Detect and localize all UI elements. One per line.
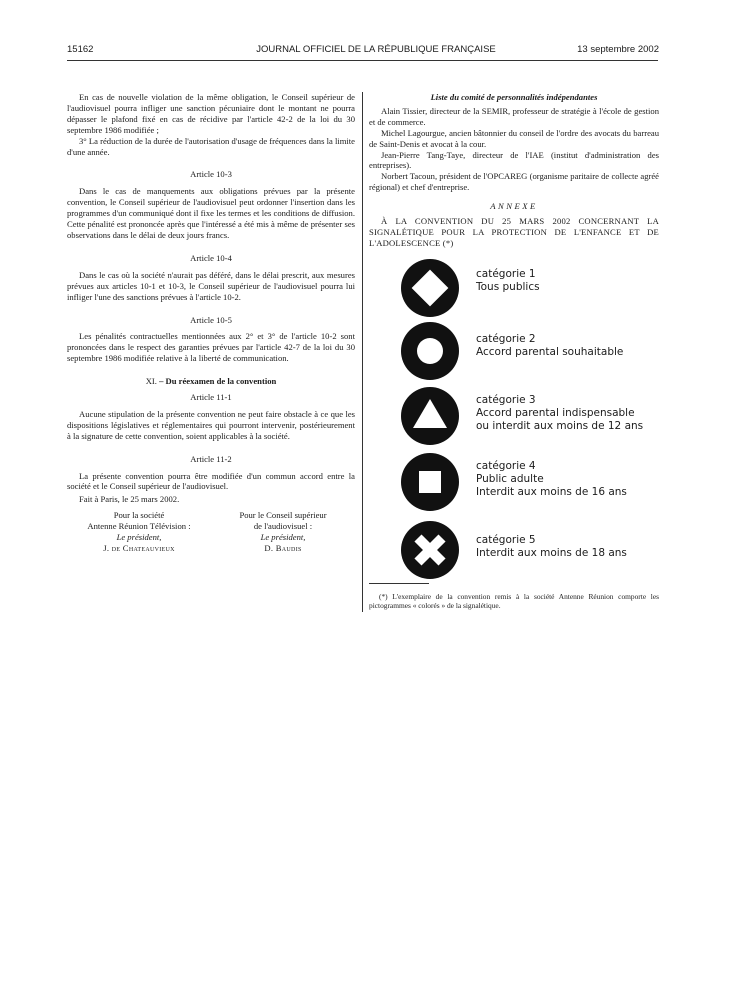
- committee-member: Norbert Tacoun, président de l'OPCAREG (organisme paritaire de collecte agréé régional) et chef d'entreprise.: [369, 171, 659, 193]
- signatory-line: de l'audiovisuel :: [253, 521, 313, 532]
- category-description: ou interdit aux moins de 12 ans: [476, 420, 644, 432]
- triangle-icon: [400, 386, 460, 446]
- footnote-rule: [369, 583, 429, 584]
- category-description: Accord parental souhaitable: [476, 346, 624, 358]
- category-label: [476, 268, 540, 294]
- committee-member: Jean-Pierre Tang-Taye, directeur de l'IAE (institut d'administration des entreprises).: [369, 149, 659, 171]
- paragraph: Les pénalités contractuelles mentionnées aux 2° et 3° de l'article 10-2 sont prononcées dans le respect des garanties prévues par l'article 42-7 de la loi du 30 septembre 1986 modifiée relative à la liberté de communication.: [67, 331, 355, 364]
- category-title: catégorie 1: [476, 268, 536, 280]
- section-title: – Du réexamen de la convention: [159, 376, 277, 387]
- category-title: catégorie 3: [476, 394, 536, 406]
- category-label: [476, 394, 643, 433]
- committee-list-title: Liste du comité de personnalités indépendantes: [430, 92, 598, 102]
- cross-icon: [400, 520, 460, 580]
- category-label: [476, 460, 627, 499]
- category-5: [400, 520, 660, 580]
- paragraph: 3° La réduction de la durée de l'autorisation d'usage de fréquences dans la limite d'une année.: [67, 135, 355, 157]
- category-label: [476, 534, 627, 560]
- category-description: Interdit aux moins de 18 ans: [476, 547, 627, 559]
- right-column: [369, 92, 659, 249]
- paragraph: Aucune stipulation de la présente convention ne peut faire obstacle à ce que les dispositions législatives et réglementaires qui pourront intervenir, postérieurement à la signature de cette convention, soient applicables à la société.: [67, 408, 355, 441]
- column-divider: [362, 92, 363, 612]
- page-date: 13 septembre 2002: [577, 44, 659, 55]
- paragraph: Dans le cas où la société n'aurait pas déféré, dans le délai prescrit, aux mesures prévues aux articles 10-1 et 10-3, le Conseil supérieur de l'audiovisuel pourra lui infliger l'une des sanctions prévues à l'article 10-2.: [67, 269, 355, 302]
- paragraph: En cas de nouvelle violation de la même obligation, le Conseil supérieur de l'audiovisuel pourra infliger une sanction pécuniaire dont le montant ne pourra dépasser le plafond fixé en cas de récidive par l'article 42-2 de la loi du 30 septembre 1986 modifiée ;: [67, 92, 355, 135]
- annexe-heading: ANNEXE: [490, 201, 538, 212]
- signature-right: [211, 510, 355, 554]
- section-heading: [67, 376, 355, 387]
- article-heading: Article 10-5: [190, 314, 232, 325]
- category-description: Accord parental indispensable: [476, 407, 635, 419]
- signatory-line: Pour la société: [113, 510, 165, 521]
- signatory-name: J. de Chateauvieux: [103, 543, 175, 553]
- signatory-line: Pour le Conseil supérieur: [239, 510, 327, 521]
- category-1: [400, 258, 660, 318]
- page-number: 15162: [67, 44, 94, 55]
- category-label: [476, 333, 623, 359]
- signatory-role: Le président,: [260, 532, 306, 543]
- category-2: [400, 321, 660, 381]
- article-heading: Article 10-4: [190, 252, 232, 263]
- paragraph: Dans le cas de manquements aux obligations prévues par la présente convention, le Conseil supérieur de l'audiovisuel peut ordonner l'insertion dans les programmes d'un communiqué dont il fixe les termes et les conditions de diffusion. Cette pénalité est prononcée après que l'intéressé a été mis à même de présenter ses observations dans le délai de deux jours francs.: [67, 186, 355, 240]
- article-heading: Article 10-3: [190, 169, 232, 180]
- category-description: Tous publics: [476, 281, 540, 293]
- signatory-line: Antenne Réunion Télévision :: [87, 521, 191, 532]
- article-heading: Article 11-1: [190, 392, 232, 403]
- diamond-icon: [400, 258, 460, 318]
- committee-member: Alain Tissier, directeur de la SEMIR, professeur de stratégie à l'école de gestion et de commerce.: [369, 105, 659, 127]
- signature-left: [67, 510, 211, 554]
- header-rule: [67, 60, 658, 61]
- committee-member: Michel Lagourgue, ancien bâtonnier du conseil de l'ordre des avocats du barreau de Saint-Denis et avocat à la cour.: [369, 127, 659, 149]
- category-description: Public adulte: [476, 473, 544, 485]
- category-title: catégorie 4: [476, 460, 536, 472]
- signature-block: [67, 510, 355, 554]
- left-column: [67, 92, 355, 554]
- article-heading: Article 11-2: [190, 453, 232, 464]
- category-3: [400, 386, 660, 446]
- section-number: XI.: [145, 376, 157, 387]
- signatory-name: D. Baudis: [264, 543, 302, 553]
- footnote: (*) L'exemplaire de la convention remis à la société Antenne Réunion comporte les pictogrammes « colorés » de la signalétique.: [369, 592, 659, 610]
- category-title: catégorie 2: [476, 333, 536, 345]
- category-4: [400, 452, 660, 512]
- ring-icon: [400, 321, 460, 381]
- signature-place-date: Fait à Paris, le 25 mars 2002.: [79, 494, 180, 505]
- category-title: catégorie 5: [476, 534, 536, 546]
- square-icon: [400, 452, 460, 512]
- category-description: Interdit aux moins de 16 ans: [476, 486, 627, 498]
- signatory-role: Le président,: [116, 532, 162, 543]
- paragraph: La présente convention pourra être modifiée d'un commun accord entre la société et le Conseil supérieur de l'audiovisuel.: [67, 470, 355, 492]
- annexe-title: À LA CONVENTION DU 25 MARS 2002 CONCERNANT LA SIGNALÉTIQUE POUR LA PROTECTION DE L'ENFANCE ET DE L'ADOLESCENCE (*): [369, 216, 659, 248]
- journal-title: JOURNAL OFFICIEL DE LA RÉPUBLIQUE FRANÇAISE: [256, 44, 496, 55]
